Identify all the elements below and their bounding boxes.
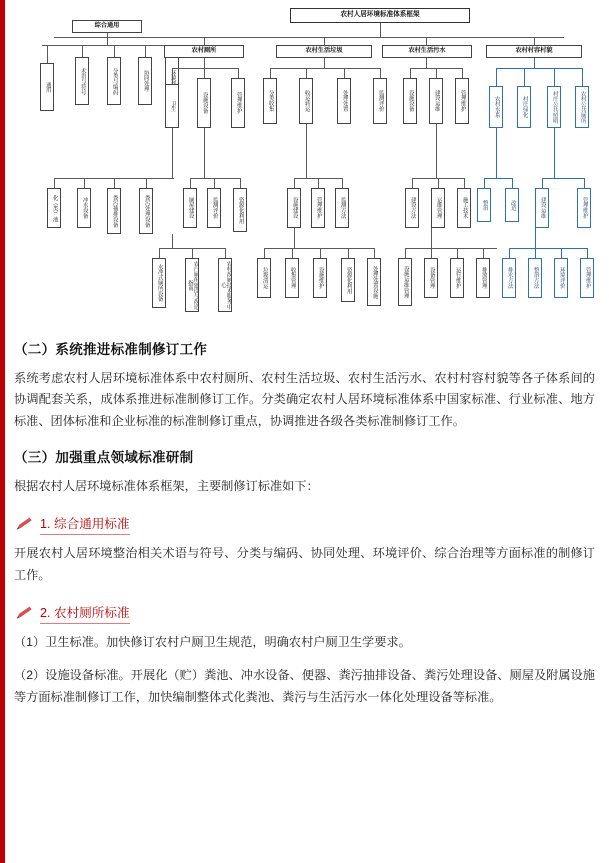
diagram-node-row4-3: 垃圾清运: [257, 258, 271, 298]
connector: [204, 37, 205, 45]
diagram-node-level2-1: 农村生活垃圾: [276, 45, 372, 58]
connector: [534, 37, 535, 45]
diagram-node-toilet-0: 卫生: [165, 84, 179, 128]
diagram-node-village-0: 农村水系: [489, 86, 503, 128]
diagram-node-row4-14: 环境评价: [554, 258, 568, 298]
connector: [535, 248, 536, 258]
diagram-node-row3-7: 设施建设: [287, 188, 301, 228]
connector: [240, 178, 241, 188]
connector: [587, 248, 588, 258]
diagram-node-row3-2: 粪污抽排设备: [107, 188, 121, 234]
connector: [172, 234, 173, 248]
diagram-node-garbage-3: 监测评价: [373, 78, 387, 124]
connector: [146, 178, 147, 188]
diagram-node-row4-15: 管理维护: [580, 258, 594, 298]
connector: [405, 248, 406, 258]
connector: [380, 68, 381, 78]
connector: [225, 248, 226, 258]
connector: [82, 45, 83, 57]
diagram-node-village-3: 农村公共厕所: [575, 86, 589, 128]
diagram-node-row4-9: 设备管理: [424, 258, 438, 298]
connector: [324, 58, 325, 68]
connector: [496, 68, 582, 69]
connector: [294, 178, 295, 188]
diagram-node-row3-0: 化（类）池: [47, 188, 61, 228]
diagram-node-row4-13: 整治方法: [528, 258, 542, 298]
diagram-node-row3-14: 改造: [505, 188, 519, 222]
connector: [412, 178, 413, 188]
diagram-node-row4-0: 水冲式厕所设备: [152, 258, 166, 308]
connector: [509, 248, 587, 249]
diagram-node-row3-16: 管理维护: [577, 188, 591, 228]
connector: [554, 128, 555, 178]
section-heading-3: （三）加强重点领域标准研制: [14, 450, 194, 466]
subsection-title-1: 1. 综合通用标准: [40, 513, 130, 535]
diagram-node-level2-2: 农村生活污水: [382, 45, 472, 58]
connector: [114, 45, 115, 57]
diagram-node-row3-4: 厕屋建设: [183, 188, 197, 228]
connector: [344, 68, 345, 78]
connector: [270, 68, 271, 78]
diagram-node-garbage-2: 处理处置: [337, 78, 351, 124]
subsection-paragraph-2-1: （2）设施设备标准。开展化（贮）粪池、冲水设备、便器、粪污抽排设备、粪污处理设备、厕屋及附属设施等方面标准制修订工作，加快编制整体式化粪池、粪污与生活污水一体化处理设备等标准。: [14, 668, 595, 704]
connector: [192, 248, 193, 258]
diagram-node-row3-15: 建设运维: [535, 188, 549, 228]
connector: [306, 124, 307, 178]
subsection-paragraph-2-0: （1）卫生标准。加快修订农村户厕卫生规范，明确农村户厕卫生学要求。: [14, 635, 411, 650]
subsection-heading-2: [14, 602, 595, 624]
standard-system-framework-diagram: [14, 6, 595, 324]
diagram-node-row4-12: 排水方法: [502, 258, 516, 298]
connector-bus-level2: [54, 37, 564, 38]
connector: [204, 58, 205, 68]
diagram-node-row3-1: 冲水设备: [77, 188, 91, 228]
connector: [190, 178, 191, 188]
diagram-node-general: 综合通用: [72, 20, 142, 33]
connector: [190, 178, 240, 179]
connector: [426, 58, 427, 68]
connector: [324, 37, 325, 45]
diagram-node-row3-6: 资源化利用: [233, 188, 247, 232]
subsection-heading-1: [14, 513, 595, 535]
connector: [410, 68, 411, 78]
connector: [438, 178, 439, 188]
connector: [535, 228, 536, 248]
diagram-node-row3-12: 施工技术: [457, 188, 471, 228]
diagram-node-row4-8: 设施运维管理: [398, 258, 412, 306]
diagram-node-sewage-2: 管理维护: [455, 78, 469, 124]
connector: [542, 178, 584, 179]
connector: [264, 248, 265, 258]
diagram-node-garbage-1: 收运转运: [299, 78, 313, 124]
connector: [214, 178, 215, 188]
diagram-node-general-0: 术语与符号: [75, 57, 89, 105]
connector: [172, 128, 173, 178]
connector: [145, 45, 146, 57]
connector: [342, 178, 343, 188]
diagram-node-toilet-1: 设施设备: [197, 78, 211, 128]
connector: [114, 178, 115, 188]
connector: [431, 248, 432, 258]
diagram-node-general-2: 协同处理: [138, 57, 152, 105]
connector: [172, 68, 173, 84]
diagram-node-row4-7: 处理处置设施: [367, 258, 381, 306]
connector: [380, 23, 381, 37]
connector: [436, 68, 437, 78]
connector: [47, 45, 48, 63]
connector: [496, 128, 497, 178]
connector: [306, 68, 307, 78]
connector: [484, 178, 512, 179]
diagram-node-level2-3: 农村村容村貌: [486, 45, 582, 58]
pencil-icon: [14, 605, 34, 621]
connector: [264, 248, 374, 249]
diagram-node-general-4: 通用: [40, 63, 54, 111]
subsection-paragraph-1-0: 开展农村人居环境整治相关术语与符号、分类与编码、协同处理、环境评价、综合治理等方面标准的制修订工作。: [14, 546, 595, 582]
connector: [204, 128, 205, 178]
left-red-rail: [0, 0, 5, 863]
diagram-node-row3-13: 整治: [477, 188, 491, 222]
diagram-node-row4-2: 农村改厕技术服务中心: [218, 258, 232, 312]
connector: [483, 248, 484, 258]
diagram-node-sewage-1: 建设运维: [429, 78, 443, 124]
diagram-node-row3-11: 运维管理: [431, 188, 445, 228]
diagram-node-row4-1: 农户厕所建设与改造指南: [185, 258, 199, 312]
diagram-node-row4-5: 设施维护: [313, 258, 327, 298]
connector: [534, 58, 535, 68]
diagram-node-level2-0: 农村厕所: [164, 45, 244, 58]
connector: [348, 248, 349, 258]
diagram-node-village-1: 村庄绿化: [517, 86, 531, 128]
section-paragraph-2-0: 系统考虑农村人居环境标准体系中农村厕所、农村生活垃圾、农村生活污水、农村村容村貌等各子体系间的协调配套关系，成体系推进标准制修订工作。分类确定农村人居环境标准体系中国家标准、行业标准、地方标准、团体标准和企业标准的标准制修订重点，协调推进各级各类标准制修订工作。: [14, 371, 595, 428]
connector: [561, 248, 562, 258]
connector: [542, 178, 543, 188]
diagram-node-row4-6: 资源化利用: [341, 258, 355, 302]
connector: [426, 37, 427, 45]
diagram-node-sewage-0: 设施设备: [403, 78, 417, 124]
diagram-node-row3-5: 监测评价: [207, 188, 221, 228]
diagram-node-general-1: 分类与编码: [107, 57, 121, 105]
diagram-node-row3-8: 管理维护: [311, 188, 325, 228]
connector-bus-general: [42, 45, 172, 46]
connector: [509, 248, 510, 258]
connector: [431, 228, 432, 248]
diagram-node-garbage-0: 分类收集: [263, 78, 277, 124]
diagram-node-row4-11: 排放管理: [476, 258, 490, 298]
connector: [107, 33, 108, 45]
connector: [457, 248, 458, 258]
connector: [270, 68, 380, 69]
connector: [524, 68, 525, 86]
connector: [172, 68, 238, 69]
connector: [584, 178, 585, 188]
connector: [374, 248, 375, 258]
connector: [238, 68, 239, 78]
connector: [292, 248, 293, 258]
connector: [464, 178, 465, 188]
diagram-title-box: 农村人居环境标准体系框架: [290, 8, 470, 23]
diagram-node-row3-9: 监测方法: [335, 188, 349, 228]
connector: [496, 68, 497, 86]
subsection-title-2: 2. 农村厕所标准: [40, 602, 130, 624]
connector: [436, 124, 437, 178]
connector: [54, 178, 55, 188]
connector: [320, 248, 321, 258]
connector: [159, 248, 160, 258]
pencil-icon: [14, 516, 34, 532]
connector: [582, 68, 583, 86]
diagram-node-row4-10: 运行维护: [450, 258, 464, 298]
diagram-node-row3-3: 粪污处理设备: [139, 188, 153, 234]
connector: [554, 68, 555, 86]
diagram-node-village-2: 村庄公共照明: [547, 86, 561, 128]
connector: [512, 178, 513, 188]
connector: [462, 68, 463, 78]
connector: [294, 228, 295, 248]
connector: [484, 178, 485, 188]
connector: [318, 178, 319, 188]
diagram-node-row3-10: 建设方法: [405, 188, 419, 228]
diagram-node-row4-4: 收集管理: [285, 258, 299, 298]
connector: [204, 68, 205, 78]
section-paragraph-3-0: 根据农村人居环境标准体系框架，主要制修订标准如下：: [14, 479, 319, 494]
connector: [84, 178, 85, 188]
section-heading-2: （二）系统推进标准制修订工作: [14, 342, 208, 357]
diagram-node-toilet-2: 管理维护: [231, 78, 245, 128]
